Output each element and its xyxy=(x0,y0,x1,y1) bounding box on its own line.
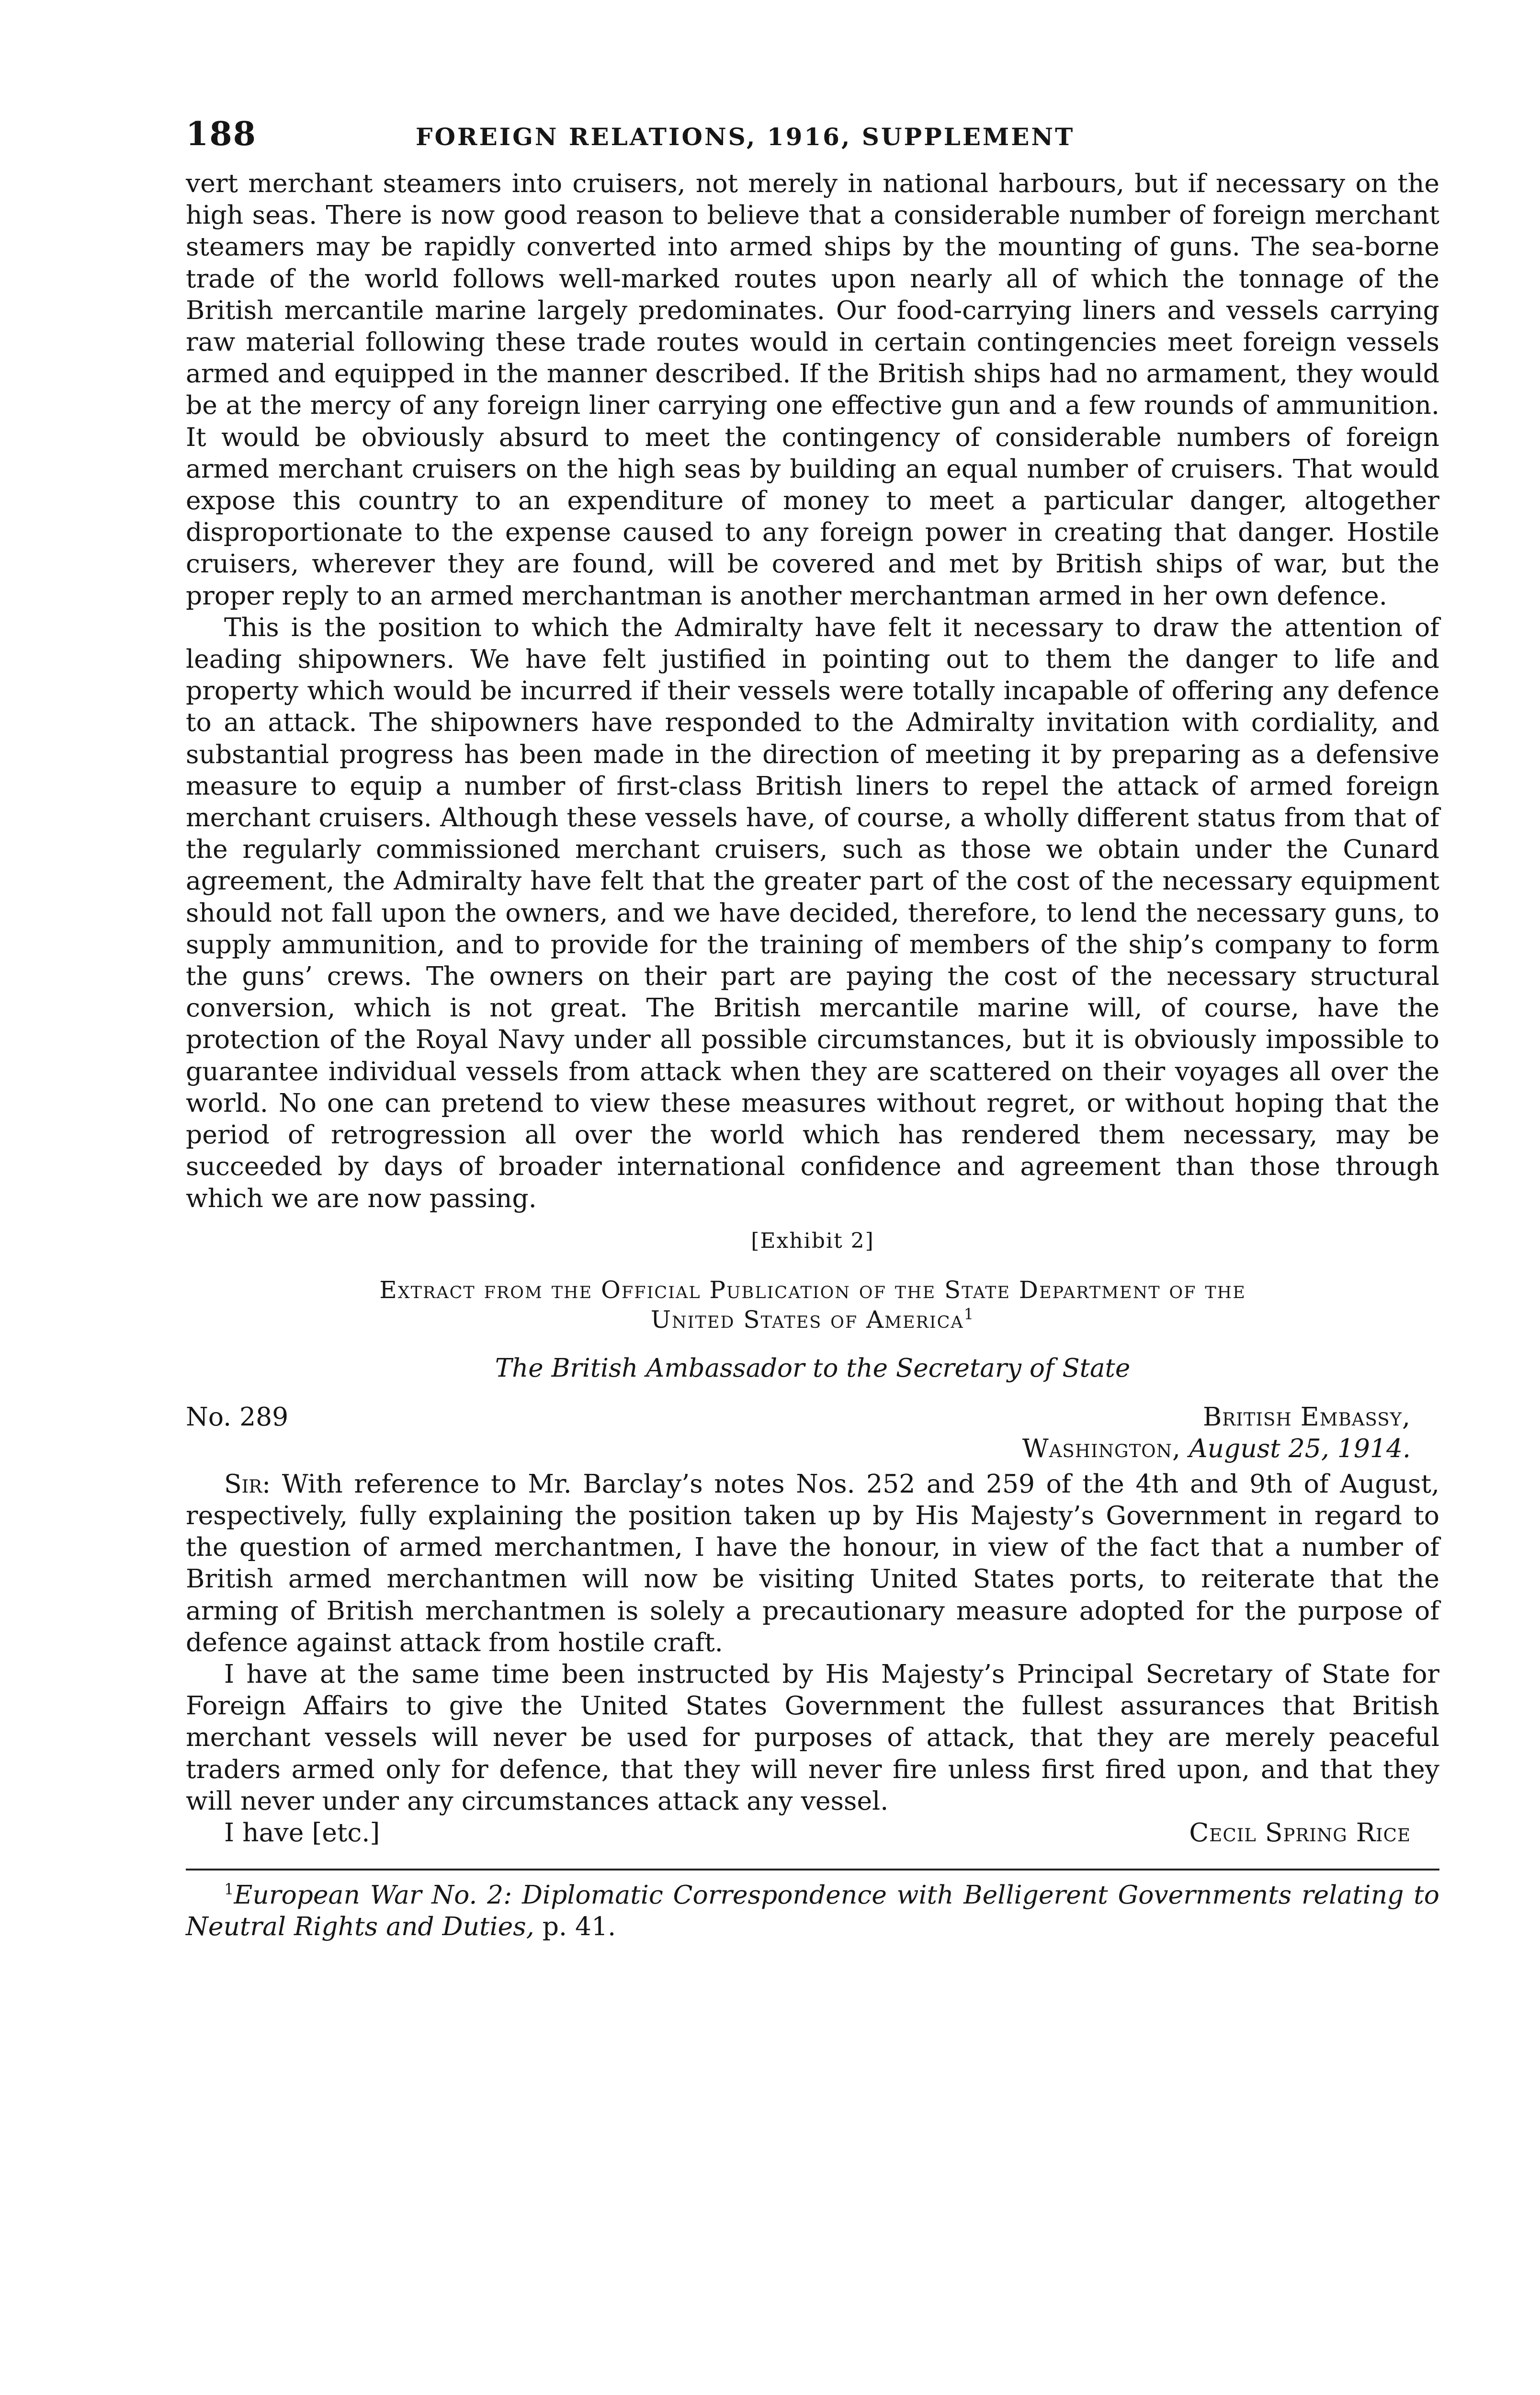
signature: Cecil Spring Rice xyxy=(1189,1817,1411,1848)
running-header xyxy=(186,115,1439,168)
running-title: FOREIGN RELATIONS, 1916, SUPPLEMENT xyxy=(416,123,1075,151)
footnote-title: European War No. 2: Diplomatic Correspondence with Belligerent Governments relating to Neutral Rights and Duties, xyxy=(186,1879,1439,1941)
paragraph-continuation: vert merchant steamers into cruisers, not merely in national harbours, but if necessary on the high seas. There is now good reason to believe that a considerable number of foreign merchant steamers may be rapidly converted into armed ships by the mounting of guns. The sea-borne trade of the world follows well-marked routes upon nearly all of which the tonnage of the British mercantile marine largely predominates. Our food-carrying liners and vessels carrying raw material following these trade routes would in certain contingencies meet foreign vessels armed and equipped in the manner described. If the British ships had no armament, they would be at the mercy of any foreign liner carrying one effective gun and a few rounds of ammunition. It would be obviously absurd to meet the contingency of considerable numbers of foreign armed merchant cruisers on the high seas by building an equal number of cruisers. That would expose this country to an expenditure of money to meet a particular danger, altogether disproportionate to the expense caused to any foreign power in creating that danger. Hostile cruisers, wherever they are found, will be covered and met by British ships of war, but the proper reply to an armed merchantman is another merchantman armed in her own defence. xyxy=(186,168,1439,611)
sender-embassy: British Embassy, xyxy=(1202,1401,1411,1432)
exhibit-label: [Exhibit 2] xyxy=(751,1228,874,1253)
extract-title xyxy=(186,1275,1439,1334)
document-heading: The British Ambassador to the Secretary of State xyxy=(495,1353,1131,1383)
footnote-mark: 1 xyxy=(224,1880,234,1899)
document-page xyxy=(186,115,1439,1942)
page-number: 188 xyxy=(186,115,257,153)
sender-block xyxy=(1022,1401,1411,1464)
extract-title-line-1: Extract from the Official Publication of the State Department of the xyxy=(379,1276,1246,1304)
sender-city: Washington, xyxy=(1022,1433,1181,1463)
letter-paragraph-1 xyxy=(186,1468,1439,1658)
complimentary-close: I have [etc.] xyxy=(224,1817,380,1848)
letter-date: August 25, 1914. xyxy=(1189,1433,1411,1463)
letter-header xyxy=(186,1401,1439,1468)
paragraph-admiralty-position: This is the position to which the Admiralty have felt it necessary to draw the attention of leading shipowners. We have felt justified in pointing out to them the danger to life and property which would be incurred if their vessels were totally incapable of offering any defence to an attack. The shipowners have responded to the Admiralty invitation with cordiality, and substantial progress has been made in the direction of meeting it by preparing as a defensive measure to equip a number of first-class British liners to repel the attack of armed foreign merchant cruisers. Although these vessels have, of course, a wholly different status from that of the regularly commissioned merchant cruisers, such as those we obtain under the Cunard agreement, the Admiralty have felt that the greater part of the cost of the necessary equipment should not fall upon the owners, and we have decided, therefore, to lend the necessary guns, to supply ammunition, and to provide for the training of members of the ship’s company to form the guns’ crews. The owners on their part are paying the cost of the necessary structural conversion, which is not great. The British mercantile marine will, of course, have the protection of the Royal Navy under all possible circumstances, but it is obviously impossible to guarantee individual vessels from attack when they are scattered on their voyages all over the world. No one can pretend to view these measures without regret, or without hoping that the period of retrogression all over the world which has rendered them necessary, may be succeeded by days of broader international confidence and agreement than those through which we are now passing. xyxy=(186,612,1439,1213)
footnote-page: p. 41. xyxy=(534,1911,616,1941)
document-number: No. 289 xyxy=(186,1401,289,1432)
footnote xyxy=(186,1879,1439,1942)
letter-paragraph-2: I have at the same time been instructed by His Majesty’s Principal Secretary of State for Foreign Affairs to give the United States Government the fullest assurances that British merchant vessels will never be used for purposes of attack, that they are merely peaceful traders armed only for defence, that they will never fire unless first fired upon, and that they will never under any circumstances attack any vessel. xyxy=(186,1658,1439,1816)
letter-paragraph-1-text: With reference to Mr. Barclay’s notes Nos. 252 and 259 of the 4th and 9th of August, respectively, fully explaining the position taken up by His Majesty’s Government in regard to the question of armed merchantmen, I have the honour, in view of the fact that a number of British armed merchantmen will now be visiting United States ports, to reiterate that the arming of British merchantmen is solely a precautionary measure adopted for the purpose of defence against attack from hostile craft. xyxy=(186,1468,1439,1657)
letter-closing xyxy=(186,1817,1439,1848)
salutation: Sir: xyxy=(224,1468,271,1499)
footnote-divider xyxy=(186,1869,1439,1870)
extract-title-line-2: United States of America xyxy=(650,1305,964,1334)
footnote-reference: 1 xyxy=(963,1305,975,1323)
